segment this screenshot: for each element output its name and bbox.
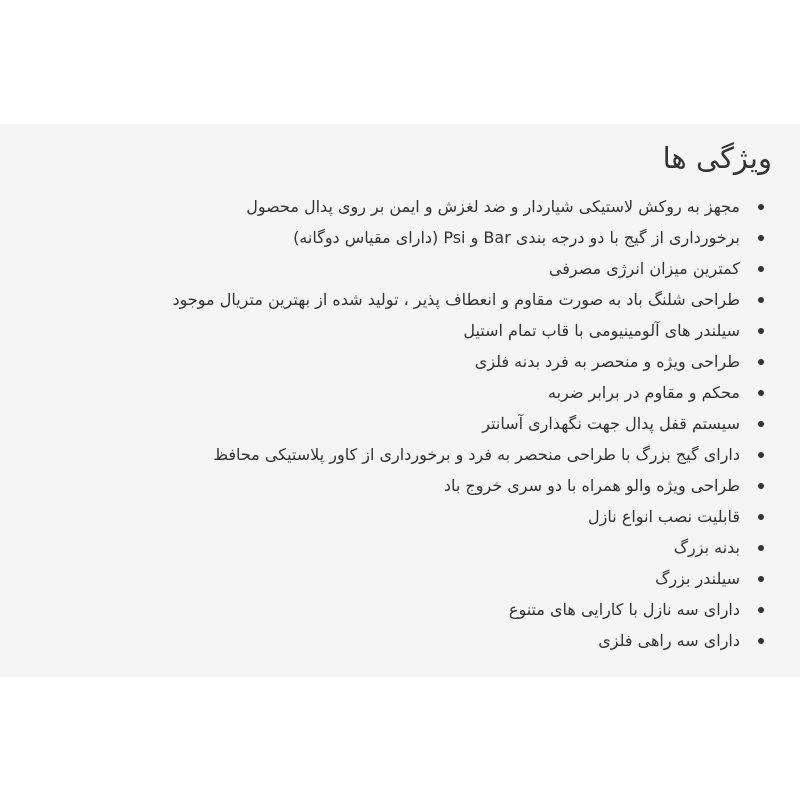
- feature-item: [12, 377, 772, 408]
- feature-text: کمترین میزان انرژی مصرفی: [548, 259, 740, 278]
- feature-item: [12, 253, 772, 284]
- bullet-icon: [758, 266, 764, 272]
- feature-item: [12, 594, 772, 625]
- bullet-icon: [758, 514, 764, 520]
- feature-item: [12, 315, 772, 346]
- feature-item: [12, 191, 772, 222]
- feature-item: [12, 222, 772, 253]
- feature-text: قابلیت نصب انواع نازل: [588, 507, 740, 526]
- feature-item: [12, 439, 772, 470]
- bullet-icon: [758, 328, 764, 334]
- bullet-icon: [758, 638, 764, 644]
- section-title: ویژگی ها: [662, 141, 772, 175]
- feature-item: [12, 563, 772, 594]
- feature-text: طراحی ویژه والو همراه با دو سری خروج باد: [443, 476, 740, 495]
- feature-item: [12, 501, 772, 532]
- bullet-icon: [758, 452, 764, 458]
- bullet-icon: [758, 576, 764, 582]
- feature-text: دارای گیج بزرگ با طراحی منحصر به فرد و برخورداری از کاور پلاستیکی محافظ: [213, 445, 740, 464]
- feature-text: برخورداری از گیج با دو درجه بندی Bar و Psi (دارای مقیاس دوگانه): [293, 228, 740, 247]
- bullet-icon: [758, 607, 764, 613]
- feature-item: [12, 346, 772, 377]
- feature-text: دارای سه نازل با کارایی های متنوع: [508, 600, 740, 619]
- feature-text: مجهز به روکش لاستیکی شیاردار و ضد لغزش و ایمن بر روی پدال محصول: [246, 197, 740, 216]
- feature-text: محکم و مقاوم در برابر ضربه: [547, 383, 740, 402]
- feature-item: [12, 625, 772, 656]
- feature-text: سیلندر های آلومینیومی با قاب تمام استیل: [463, 321, 740, 340]
- bullet-icon: [758, 359, 764, 365]
- bullet-icon: [758, 235, 764, 241]
- feature-text: دارای سه راهی فلزی: [598, 631, 740, 650]
- bullet-icon: [758, 297, 764, 303]
- features-list: [12, 191, 772, 656]
- feature-item: [12, 532, 772, 563]
- feature-text: بدنه بزرگ: [673, 538, 740, 557]
- features-panel: [0, 124, 800, 677]
- feature-item: [12, 284, 772, 315]
- feature-item: [12, 408, 772, 439]
- bullet-icon: [758, 204, 764, 210]
- bullet-icon: [758, 421, 764, 427]
- bullet-icon: [758, 483, 764, 489]
- feature-text: طراحی شلنگ باد به صورت مقاوم و انعطاف پذیر ، تولید شده از بهترین متریال موجود: [172, 290, 740, 309]
- feature-item: [12, 470, 772, 501]
- bullet-icon: [758, 545, 764, 551]
- feature-text: سیستم قفل پدال جهت نگهداری آسانتر: [482, 414, 740, 433]
- features-content: [0, 124, 800, 656]
- feature-text: سیلندر بزرگ: [655, 569, 740, 588]
- bullet-icon: [758, 390, 764, 396]
- feature-text: طراحی ویژه و منحصر به فرد بدنه فلزی: [474, 352, 740, 371]
